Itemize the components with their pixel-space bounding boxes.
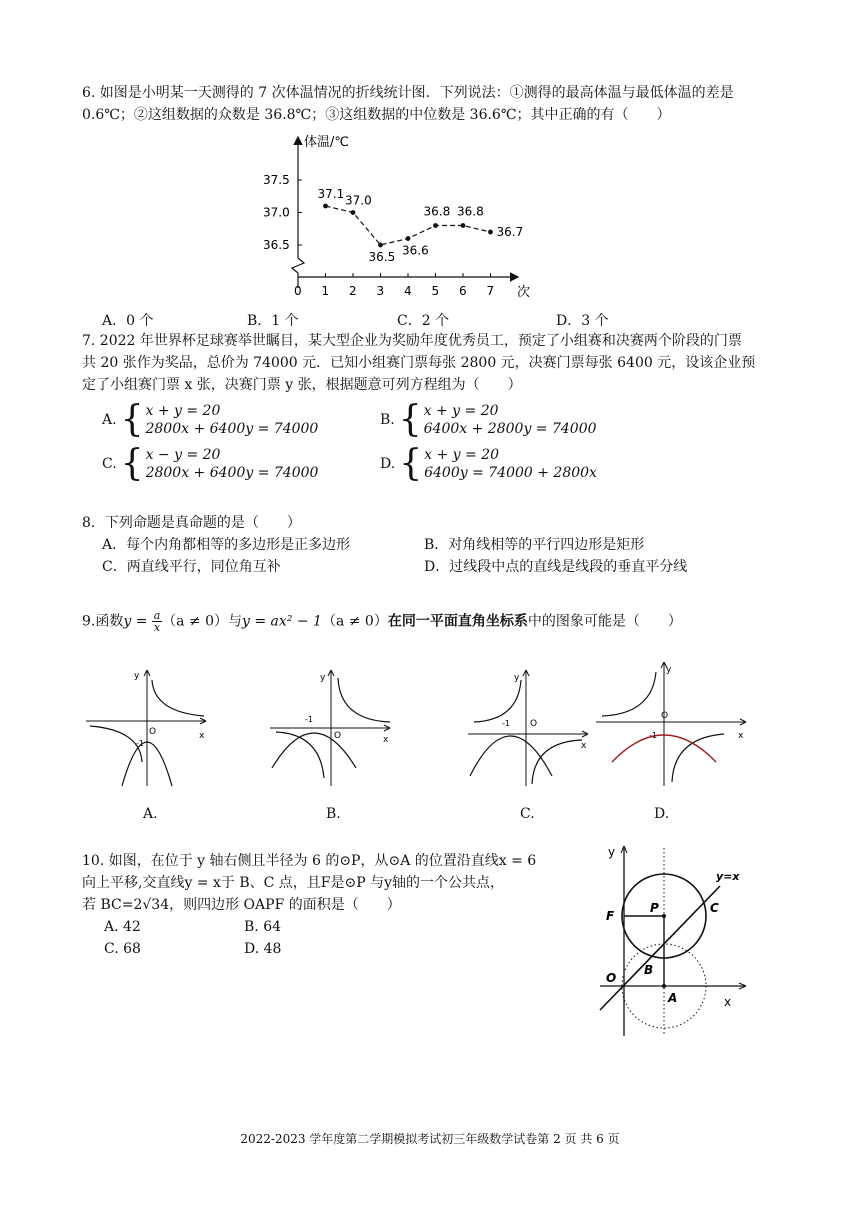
data-point bbox=[433, 223, 438, 228]
data-point bbox=[406, 236, 411, 241]
minus-one-label: -1 bbox=[136, 739, 144, 748]
x-label: x bbox=[581, 741, 587, 751]
equation: 2800x + 6400y = 74000 bbox=[145, 465, 319, 481]
q10-line3-c: ，则四边形 OAPF 的面积是（ ） bbox=[169, 897, 401, 913]
equation: 6400x + 2800y = 74000 bbox=[423, 421, 597, 437]
line-label: y=x bbox=[716, 870, 740, 883]
point-f-label: F bbox=[606, 909, 615, 923]
equation: x − y = 20 bbox=[145, 447, 221, 463]
x-axis-label: 次 bbox=[517, 285, 531, 300]
data-label: 36.5 bbox=[368, 250, 396, 264]
x-tick-label: 4 bbox=[404, 284, 412, 298]
q9-stem bbox=[82, 610, 682, 633]
data-label: 37.1 bbox=[317, 187, 345, 201]
data-label: 36.8 bbox=[423, 204, 451, 219]
q10-line3 bbox=[82, 894, 401, 916]
graph-d bbox=[594, 658, 754, 788]
q6-line2: 0.6℃；②这组数据的众数是 36.8℃；③这组数据的中位数是 36.6℃；其中正确的有（ ） bbox=[82, 107, 671, 123]
y-label: y bbox=[608, 845, 616, 859]
y-tick-label: 36.5 bbox=[263, 238, 290, 252]
option-label: D. bbox=[380, 456, 396, 472]
x-tick-label: 1 bbox=[321, 284, 330, 298]
data-label: 36.8 bbox=[457, 204, 484, 219]
q8-stem: 8．下列命题是真命题的是（ ） bbox=[82, 515, 301, 531]
hyperbola-branch bbox=[672, 734, 724, 782]
q8-option-c: C．两直线平行，同位角互补 bbox=[102, 559, 281, 575]
x-tick-label: 0 bbox=[294, 284, 302, 298]
axis-break bbox=[292, 258, 304, 273]
x-tick-label: 2 bbox=[349, 284, 357, 298]
y-label: y bbox=[134, 671, 140, 681]
hyperbola-branch bbox=[338, 678, 390, 722]
y-label: y bbox=[514, 673, 520, 683]
q6-option-c: C．2 个 bbox=[397, 313, 450, 329]
q6-option-b: B．1 个 bbox=[247, 313, 299, 329]
x-tick-label: 3 bbox=[376, 284, 385, 298]
q7-option-b: B. { x + y = 20 6400x + 2800y = 74000 bbox=[380, 399, 597, 440]
y-axis-label: 体温/℃ bbox=[304, 135, 349, 150]
fraction bbox=[152, 610, 162, 633]
data-label: 36.6 bbox=[402, 243, 429, 258]
point-b-label: B bbox=[644, 963, 654, 977]
data-point bbox=[488, 230, 493, 235]
option-label: B. bbox=[380, 412, 395, 428]
data-point bbox=[323, 204, 328, 209]
data-point bbox=[378, 243, 383, 248]
x-label: x bbox=[383, 735, 389, 745]
y-tick-label: 37.0 bbox=[263, 205, 290, 220]
equation: 2800x + 6400y = 74000 bbox=[145, 421, 319, 437]
q10-option-c: C. 68 bbox=[104, 941, 141, 957]
hyperbola-branch bbox=[152, 680, 204, 716]
option-label: A. bbox=[102, 412, 117, 428]
hyperbola-branch bbox=[532, 740, 582, 784]
graph-b-label: B. bbox=[326, 806, 341, 822]
q9-bold-text: 在同一平面直角坐标系 bbox=[387, 613, 528, 630]
point-a-label: A bbox=[668, 991, 678, 1005]
q9-condition-1: （a ≠ 0）与 bbox=[162, 613, 243, 630]
graph-c bbox=[466, 668, 596, 788]
q6-option-a: A．0 个 bbox=[102, 313, 154, 329]
point-p bbox=[662, 914, 666, 918]
graph-c-label: C. bbox=[520, 806, 535, 822]
circle-figure bbox=[586, 840, 766, 1040]
minus-one-label: -1 bbox=[305, 715, 313, 724]
denominator: x bbox=[153, 621, 161, 634]
y-tick-label: 37.5 bbox=[263, 173, 290, 187]
x-label: x bbox=[738, 731, 744, 741]
q9-function-1: y = bbox=[123, 613, 148, 630]
parabola bbox=[272, 733, 356, 768]
point-p-label: P bbox=[650, 901, 659, 915]
q6-line1: 6. 如图是小明某一天测得的 7 次体温情况的折线统计图．下列说法：①测得的最高体温与最低体温的差是 bbox=[82, 85, 734, 101]
graph-b bbox=[268, 668, 398, 788]
q10-sqrt: √34 bbox=[142, 897, 170, 913]
hyperbola-branch bbox=[90, 726, 142, 762]
page-footer: 2022-2023 学年度第二学期模拟考试初三年级数学试卷第 2 页 共 6 页 bbox=[240, 1132, 620, 1146]
q10-line1: 10. 如图，在位于 y 轴右侧且半径为 6 的⊙P，从⊙A 的位置沿直线x = 6 bbox=[82, 853, 537, 869]
x-tick-label: 7 bbox=[486, 284, 495, 298]
minus-one-label: -1 bbox=[649, 731, 657, 740]
x-label: x bbox=[199, 731, 205, 741]
temperature-line-chart bbox=[255, 128, 545, 300]
q9-function-2: y = ax² − 1 bbox=[242, 613, 322, 630]
minus-one-label: -1 bbox=[502, 719, 510, 728]
equation: 6400y = 74000 + 2800x bbox=[424, 465, 597, 481]
q8-option-a: A．每个内角都相等的多边形是正多边形 bbox=[102, 537, 351, 553]
y-label: y bbox=[320, 673, 326, 683]
q9-prefix: 9.函数 bbox=[82, 613, 124, 630]
hyperbola-branch bbox=[474, 680, 521, 722]
axis-arrows bbox=[661, 662, 746, 725]
q7-option-a: A. { x + y = 20 2800x + 6400y = 74000 bbox=[102, 399, 319, 440]
origin-label: O bbox=[530, 719, 538, 729]
q7-option-d: D. { x + y = 20 6400y = 74000 + 2800x bbox=[380, 443, 597, 484]
parabola bbox=[470, 736, 552, 776]
data-label: 37.0 bbox=[345, 193, 372, 208]
option-label: C. bbox=[102, 456, 117, 472]
q7-line1: 7. 2022 年世界杯足球赛举世瞩目，某大型企业为奖励年度优秀员工，预定了小组赛和决赛两个阶段的门票 bbox=[82, 333, 742, 349]
equation: x + y = 20 bbox=[423, 403, 499, 419]
q7-option-c: C. { x − y = 20 2800x + 6400y = 74000 bbox=[102, 443, 319, 484]
q10-line2: 向上平移,交直线y = x于 B、C 点，且F是⊙P 与y轴的一个公共点， bbox=[82, 875, 505, 891]
point-a bbox=[662, 984, 666, 988]
q9-condition-2: （a ≠ 0） bbox=[321, 613, 388, 630]
equation: x + y = 20 bbox=[424, 447, 499, 463]
q9-suffix: 中的图象可能是（ ） bbox=[527, 613, 682, 630]
data-point bbox=[351, 210, 356, 215]
hyperbola-branch bbox=[602, 672, 656, 716]
graph-a bbox=[84, 668, 214, 788]
axis-arrows bbox=[144, 670, 206, 724]
q7-line2: 共 20 张作为奖品，总价为 74000 元．已知小组赛门票每张 2800 元，决赛门票每张 6400 元，设该企业预 bbox=[82, 355, 756, 371]
numerator: a bbox=[153, 609, 161, 622]
data-label: 36.7 bbox=[496, 225, 524, 239]
origin-label: O bbox=[661, 711, 669, 721]
equation: x + y = 20 bbox=[145, 403, 221, 419]
graph-a-label: A. bbox=[143, 806, 158, 822]
line-y-x bbox=[600, 886, 720, 1010]
point-c-label: C bbox=[710, 901, 719, 915]
q10-line3-a: 若 BC=2 bbox=[82, 897, 143, 913]
q10-option-b: B. 64 bbox=[244, 919, 282, 935]
x-tick-label: 5 bbox=[431, 284, 440, 298]
x-label: x bbox=[724, 995, 732, 1009]
q6-option-d: D．3 个 bbox=[556, 313, 609, 329]
x-tick-label: 6 bbox=[459, 284, 467, 298]
graph-d-label: D. bbox=[654, 806, 670, 822]
q10-option-d: D. 48 bbox=[244, 941, 282, 957]
data-point bbox=[461, 223, 466, 228]
y-label: y bbox=[666, 665, 672, 675]
hyperbola-branch bbox=[276, 732, 324, 778]
origin-label: O bbox=[334, 731, 342, 741]
q7-line3: 定了小组赛门票 x 张，决赛门票 y 张，根据题意可列方程组为（ ） bbox=[82, 377, 522, 393]
axis-arrows bbox=[328, 670, 390, 731]
point-o-label: O bbox=[606, 971, 617, 985]
origin-label: O bbox=[149, 727, 157, 737]
q8-option-d: D．过线段中点的直线是线段的垂直平分线 bbox=[424, 559, 688, 575]
q10-option-a: A. 42 bbox=[104, 919, 141, 935]
q8-option-b: B．对角线相等的平行四边形是矩形 bbox=[424, 537, 645, 553]
